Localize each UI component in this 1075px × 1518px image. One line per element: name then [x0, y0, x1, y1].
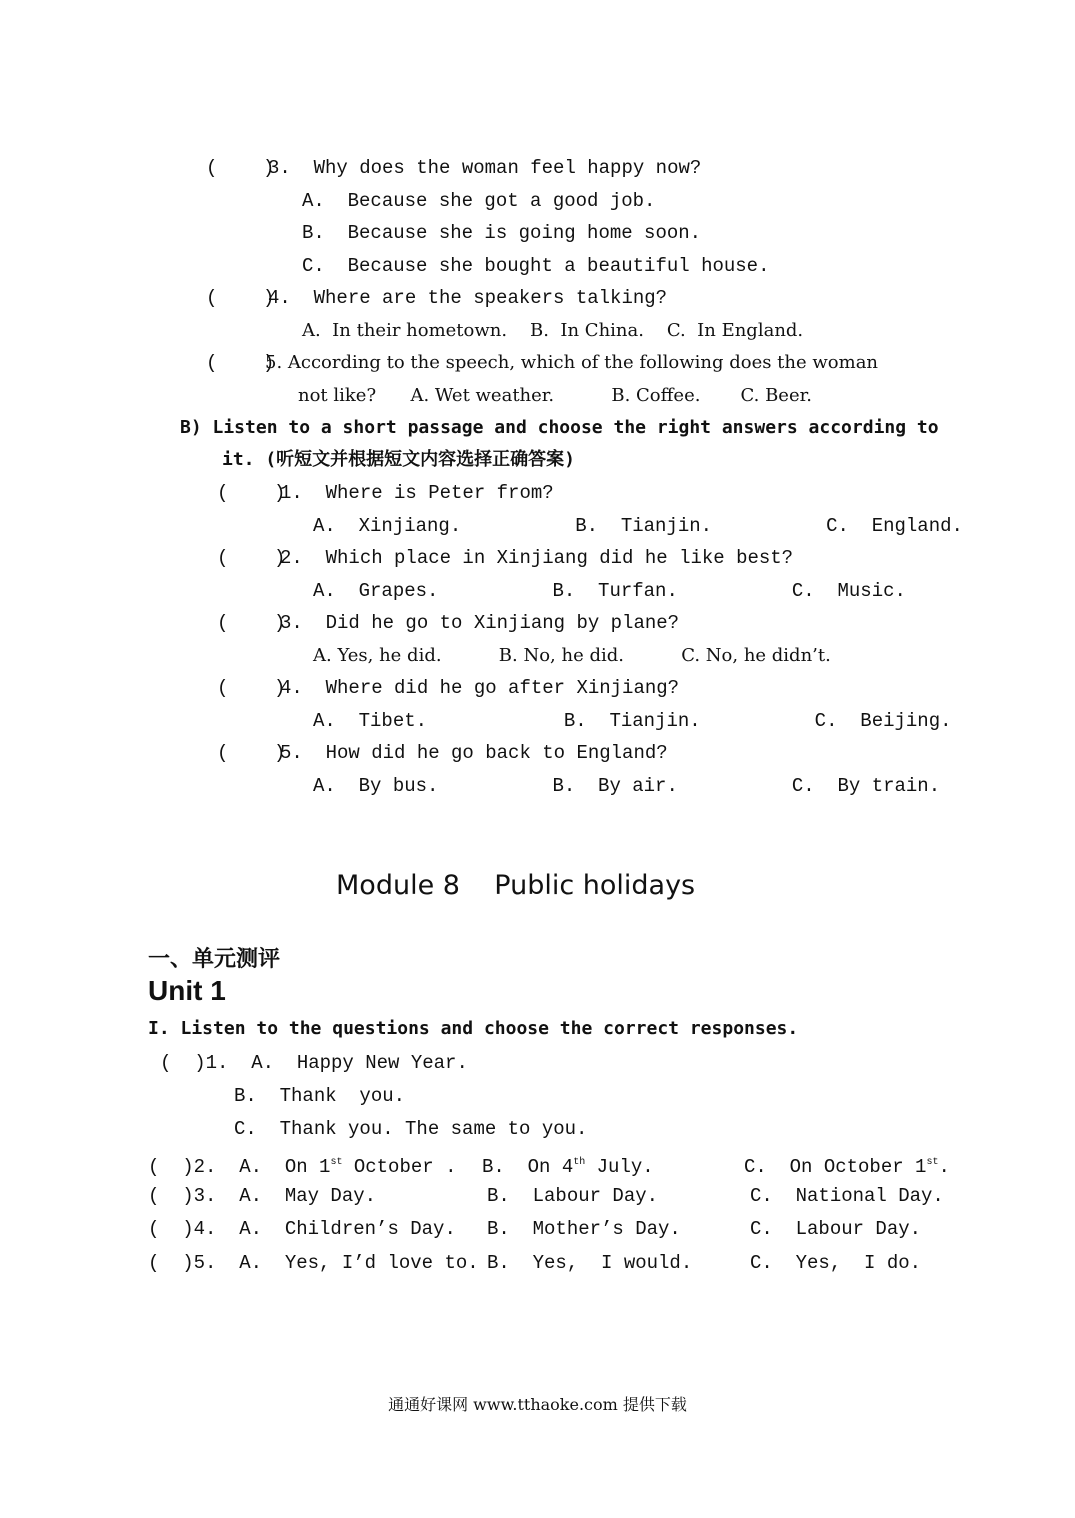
section-heading: 一、单元测评 [148, 947, 281, 972]
question-i2-a: ( )2. A. On 1 [148, 1156, 331, 1178]
bracket-b4: ( ) [217, 677, 286, 699]
bracket-a4: ( ) [206, 287, 275, 309]
bracket-b2: ( ) [217, 547, 286, 569]
option-a3-b: B. Because she is going home soon. [302, 222, 702, 244]
question-i4: ( )4. A. Children’s Day. [148, 1218, 456, 1240]
option-i4-c: C. Labour Day. [750, 1218, 922, 1240]
sup-i2-b: th [573, 1157, 586, 1168]
sup-i2-a: st [330, 1157, 343, 1168]
option-i2-c-rest: . [938, 1156, 950, 1178]
options-b4: A. Tibet. B. Tianjin. C. Beijing. [313, 710, 952, 732]
question-b1: 1. Where is Peter from? [280, 482, 554, 504]
unit-title: Unit 1 [148, 975, 226, 1006]
option-i2-b-rest: July. [585, 1156, 654, 1178]
part-b-heading-cont: it. (听短文并根据短文内容选择正确答案) [222, 449, 576, 470]
bracket-b5: ( ) [217, 742, 286, 764]
question-i2-a-rest: October . [342, 1156, 457, 1178]
question-b2: 2. Which place in Xinjiang did he like best? [280, 547, 794, 569]
footer-download-note: 通通好课网 www.tthaoke.com 提供下载 [388, 1395, 687, 1414]
question-a3: 3. Why does the woman feel happy now? [268, 157, 702, 179]
options-b2: A. Grapes. B. Turfan. C. Music. [313, 580, 906, 602]
options-a4: A. In their hometown. B. In China. C. In England. [302, 320, 804, 341]
option-i3-b: B. Labour Day. [487, 1185, 659, 1207]
option-a3-c: C. Because she bought a beautiful house. [302, 255, 770, 277]
part-b-heading: B) Listen to a short passage and choose the right answers according to [180, 417, 939, 438]
option-a3-a: A. Because she got a good job. [302, 190, 656, 212]
bracket-a3: ( ) [206, 157, 275, 179]
option-i2-c-text: C. On October 1 [744, 1156, 927, 1178]
question-b3: 3. Did he go to Xinjiang by plane? [280, 612, 680, 634]
part-i-heading: I. Listen to the questions and choose the correct responses. [148, 1018, 799, 1039]
options-b3: A. Yes, he did. B. No, he did. C. No, he didn’t. [313, 645, 831, 666]
options-b1: A. Xinjiang. B. Tianjin. C. England. [313, 515, 963, 537]
bracket-b1: ( ) [217, 482, 286, 504]
sup-i2-c: st [926, 1157, 939, 1168]
bracket-a5: ( ) [206, 352, 275, 374]
option-i5-c: C. Yes, I do. [750, 1252, 922, 1274]
options-b5: A. By bus. B. By air. C. By train. [313, 775, 941, 797]
module-title: Module 8 Public holidays [336, 870, 696, 901]
question-b4: 4. Where did he go after Xinjiang? [280, 677, 680, 699]
option-i4-b: B. Mother’s Day. [487, 1218, 681, 1240]
option-i1-b: B. Thank you. [234, 1085, 406, 1107]
question-i3: ( )3. A. May Day. [148, 1185, 377, 1207]
question-a5: 5. According to the speech, which of the following does the woman [265, 352, 879, 373]
question-i5: ( )5. A. Yes, I’d love to. [148, 1252, 479, 1274]
option-i2-b-text: B. On 4 [482, 1156, 574, 1178]
options-a5: not like? A. Wet weather. B. Coffee. C. Beer. [298, 385, 812, 406]
option-i5-b: B. Yes, I would. [487, 1252, 693, 1274]
question-a4: 4. Where are the speakers talking? [268, 287, 668, 309]
question-i2 [148, 1151, 456, 1179]
option-i2-c [744, 1151, 950, 1179]
option-i1-c: C. Thank you. The same to you. [234, 1118, 588, 1140]
question-i1: ( )1. A. Happy New Year. [160, 1052, 468, 1074]
option-i2-b [482, 1151, 654, 1179]
option-i3-c: C. National Day. [750, 1185, 944, 1207]
question-b5: 5. How did he go back to England? [280, 742, 668, 764]
bracket-b3: ( ) [217, 612, 286, 634]
